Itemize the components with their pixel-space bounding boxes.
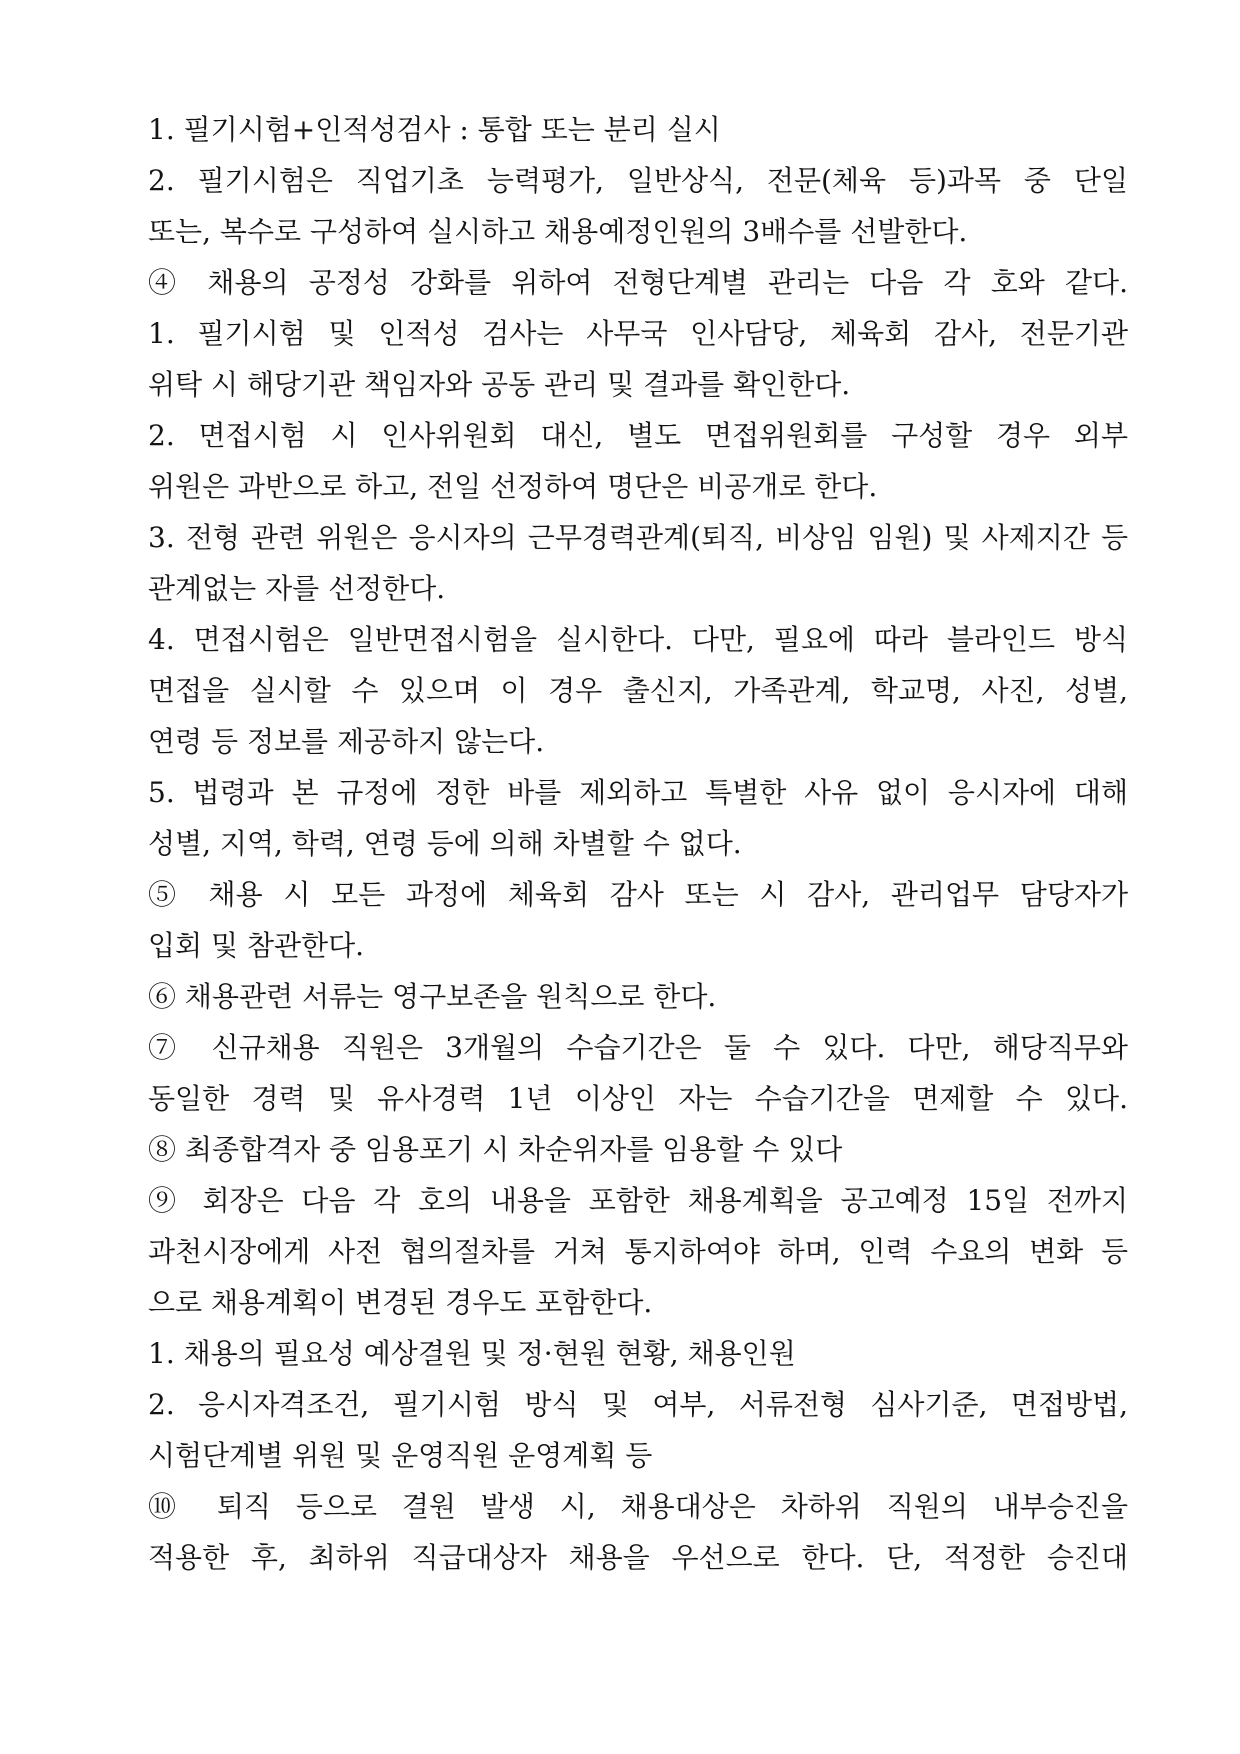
text-line: 2. 필기시험은 직업기초 능력평가, 일반상식, 전문(체육 등)과목 중 단일 [148, 164, 1128, 197]
text-line: 동일한 경력 및 유사경력 1년 이상인 자는 수습기간을 면제할 수 있다. [148, 1082, 1128, 1115]
text-line: 적용한 후, 최하위 직급대상자 채용을 우선으로 한다. 단, 적정한 승진대 [148, 1541, 1128, 1574]
text-line: ⑨ 회장은 다음 각 호의 내용을 포함한 채용계획을 공고예정 15일 전까지 [148, 1184, 1128, 1217]
text-line: 1. 채용의 필요성 예상결원 및 정·현원 현황, 채용인원 [148, 1337, 796, 1370]
text-line: 으로 채용계획이 변경된 경우도 포함한다. [148, 1286, 653, 1319]
text-line: ⑧ 최종합격자 중 임용포기 시 차순위자를 임용할 수 있다 [148, 1133, 843, 1166]
text-line: 2. 면접시험 시 인사위원회 대신, 별도 면접위원회를 구성할 경우 외부 [148, 419, 1128, 452]
document-page [148, 104, 1128, 1724]
text-line: 4. 면접시험은 일반면접시험을 실시한다. 다만, 필요에 따라 블라인드 방식 [148, 623, 1128, 656]
text-line: 성별, 지역, 학력, 연령 등에 의해 차별할 수 없다. [148, 827, 742, 860]
text-line: 면접을 실시할 수 있으며 이 경우 출신지, 가족관계, 학교명, 사진, 성별, [148, 674, 1128, 707]
text-line: ⑩ 퇴직 등으로 결원 발생 시, 채용대상은 차하위 직원의 내부승진을 [148, 1490, 1128, 1523]
text-line: 5. 법령과 본 규정에 정한 바를 제외하고 특별한 사유 없이 응시자에 대해 [148, 776, 1128, 809]
text-line: 1. 필기시험+인적성검사 : 통합 또는 분리 실시 [148, 113, 721, 146]
text-line: ⑤ 채용 시 모든 과정에 체육회 감사 또는 시 감사, 관리업무 담당자가 [148, 878, 1128, 911]
text-line: ④ 채용의 공정성 강화를 위하여 전형단계별 관리는 다음 각 호와 같다. [148, 266, 1128, 299]
text-line: 2. 응시자격조건, 필기시험 방식 및 여부, 서류전형 심사기준, 면접방법, [148, 1388, 1128, 1421]
text-line: 3. 전형 관련 위원은 응시자의 근무경력관계(퇴직, 비상임 임원) 및 사제지간 등 [148, 521, 1128, 554]
text-line: 또는, 복수로 구성하여 실시하고 채용예정인원의 3배수를 선발한다. [148, 215, 968, 248]
text-line: 위원은 과반으로 하고, 전일 선정하여 명단은 비공개로 한다. [148, 470, 878, 503]
text-line: 과천시장에게 사전 협의절차를 거쳐 통지하여야 하며, 인력 수요의 변화 등 [148, 1235, 1128, 1268]
text-line: 관계없는 자를 선정한다. [148, 572, 446, 605]
text-line: 입회 및 참관한다. [148, 929, 365, 962]
text-line: 위탁 시 해당기관 책임자와 공동 관리 및 결과를 확인한다. [148, 368, 851, 401]
text-line: 연령 등 정보를 제공하지 않는다. [148, 725, 545, 758]
text-line: 1. 필기시험 및 인적성 검사는 사무국 인사담당, 체육회 감사, 전문기관 [148, 317, 1128, 350]
text-line: ⑥ 채용관련 서류는 영구보존을 원칙으로 한다. [148, 980, 717, 1013]
text-line: ⑦ 신규채용 직원은 3개월의 수습기간은 둘 수 있다. 다만, 해당직무와 [148, 1031, 1128, 1064]
text-line: 시험단계별 위원 및 운영직원 운영계획 등 [148, 1439, 653, 1472]
